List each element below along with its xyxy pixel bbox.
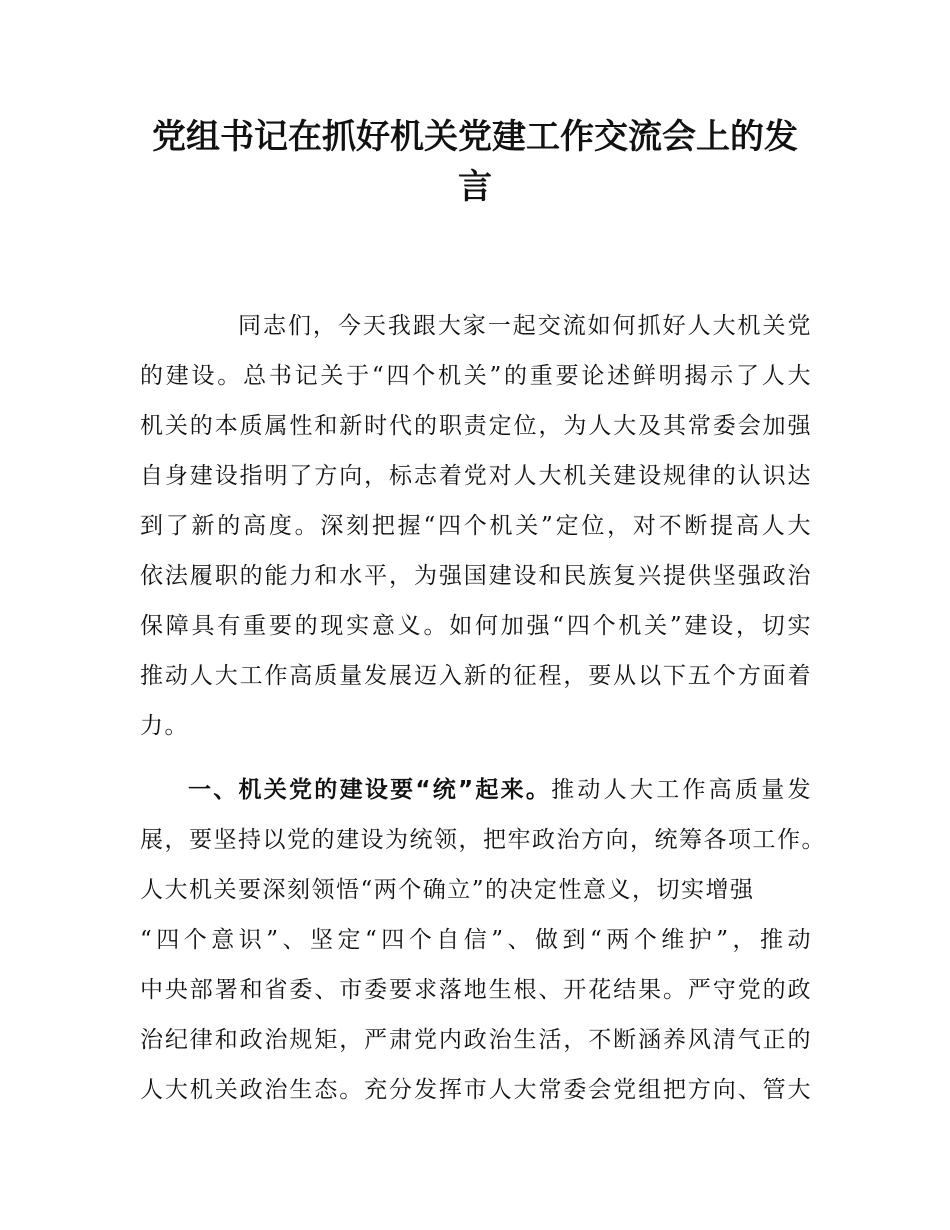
paragraph-line: 依法履职的能力和水平，为强国建设和民族复兴提供坚强政治 xyxy=(140,563,812,589)
paragraph-line: 保障具有重要的现实意义。如何加强“四个机关”建设，切实 xyxy=(140,613,812,639)
paragraph-line: 的建设。总书记关于“四个机关”的重要论述鲜明揭示了人大 xyxy=(140,363,812,389)
paragraph-line: 治纪律和政治规矩，严肃党内政治生活，不断涵养风清气正的 xyxy=(140,1027,812,1053)
paragraph-line: 推动人大工作高质量发展迈入新的征程，要从以下五个方面着 xyxy=(140,663,812,689)
section-heading: 一、机关党的建设要“统”起来。 xyxy=(188,777,552,803)
paragraph-line: 机关的本质属性和新时代的职责定位，为人大及其常委会加强 xyxy=(140,413,812,439)
paragraph-line: 同志们，今天我跟大家一起交流如何抓好人大机关党 xyxy=(238,313,812,339)
paragraph-line: 中央部署和省委、市委要求落地生根、开花结果。严守党的政 xyxy=(140,977,812,1003)
document-title xyxy=(140,112,810,212)
document-body xyxy=(140,306,826,1120)
paragraph-line: 人大机关政治生态。充分发挥市人大常委会党组把方向、管大 xyxy=(140,1077,812,1103)
paragraph-text: 推动人大工作高质量发 xyxy=(551,777,813,803)
paragraph-line: 力。 xyxy=(140,713,189,739)
paragraph-gap xyxy=(140,756,812,770)
title-line: 言 xyxy=(458,167,492,207)
paragraph-line: 人大机关要深刻领悟“两个确立”的决定性意义，切实增强 xyxy=(140,877,755,903)
paragraph-line: 自身建设指明了方向，标志着党对人大机关建设规律的认识达 xyxy=(140,463,812,489)
title-line: 党组书记在抓好机关党建工作交流会上的发 xyxy=(152,117,798,157)
paragraph-line: 到了新的高度。深刻把握“四个机关”定位，对不断提高人大 xyxy=(140,513,812,539)
paragraph-line xyxy=(140,770,812,820)
paragraph-line: “四个意识”、坚定“四个自信”、做到“两个维护”，推动 xyxy=(140,927,812,953)
paragraph-line: 展，要坚持以党的建设为统领，把牢政治方向，统筹各项工作。 xyxy=(140,827,826,853)
